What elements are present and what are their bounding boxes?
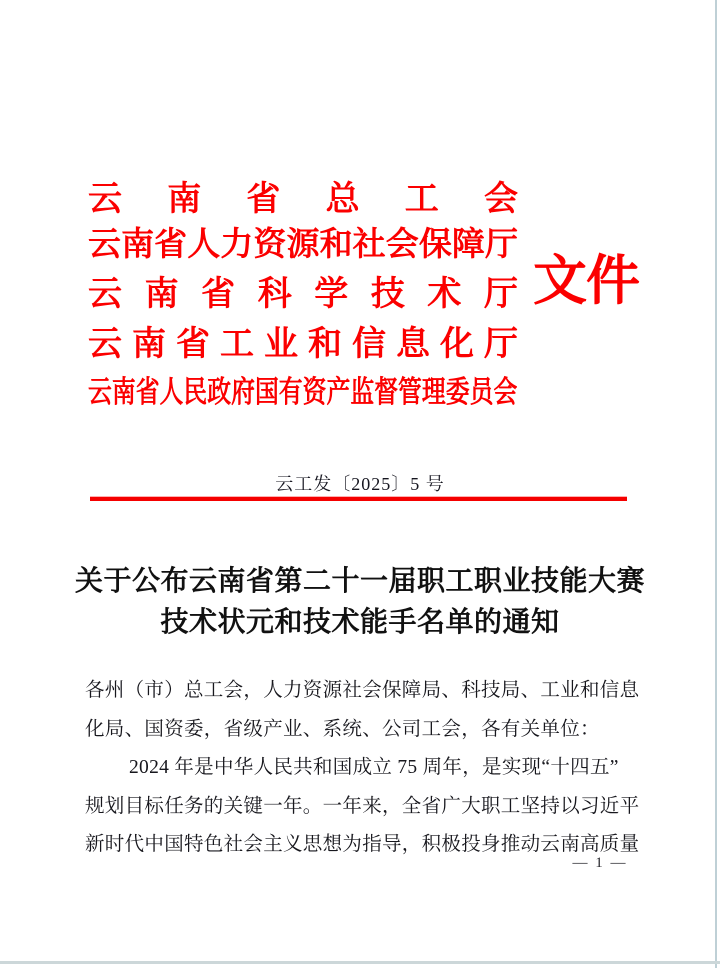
- title-line-1: 关于公布云南省第二十一届职工职业技能大赛: [74, 566, 645, 597]
- page-edge-bottom: [0, 961, 720, 964]
- title-line-2: 技术状元和技术能手名单的通知: [160, 607, 560, 638]
- body-line-paragraph-1: 2024 年是中华人民共和国成立 75 周年，是实现“十四五”: [129, 757, 619, 778]
- org-name-science-technology-dept: 云南省科学技术厅: [88, 276, 518, 313]
- page-number: — 1 —: [572, 855, 628, 871]
- body-line-recipients-2: 化局、国资委，省级产业、系统、公司工会，各有关单位：: [85, 718, 600, 740]
- page-edge-right: [715, 0, 717, 968]
- org-name-provincial-federation-of-trade-unions: 云南省总工会: [88, 181, 518, 218]
- body-line-paragraph-3: 新时代中国特色社会主义思想为指导，积极投身推动云南高质量: [85, 834, 640, 855]
- document-number: 云工发〔2025〕5 号: [275, 474, 445, 494]
- document-title: [0, 561, 720, 643]
- org-name-human-resources-social-security-dept: 云南省人力资源和社会保障厅: [88, 227, 518, 263]
- body-line-paragraph-2: 规划目标任务的关键一年。一年来，全省广大职工坚持以习近平: [85, 795, 640, 817]
- red-divider-rule: [90, 497, 627, 501]
- document-body: [85, 672, 640, 865]
- file-label: 文件: [533, 251, 639, 311]
- org-name-sasac: 云南省人民政府国有资产监督管理委员会: [88, 376, 518, 409]
- body-line-recipients-1: 各州（市）总工会，人力资源社会保障局、科技局、工业和信息: [85, 680, 640, 701]
- org-name-industry-information-dept: 云南省工业和信息化厅: [88, 326, 518, 363]
